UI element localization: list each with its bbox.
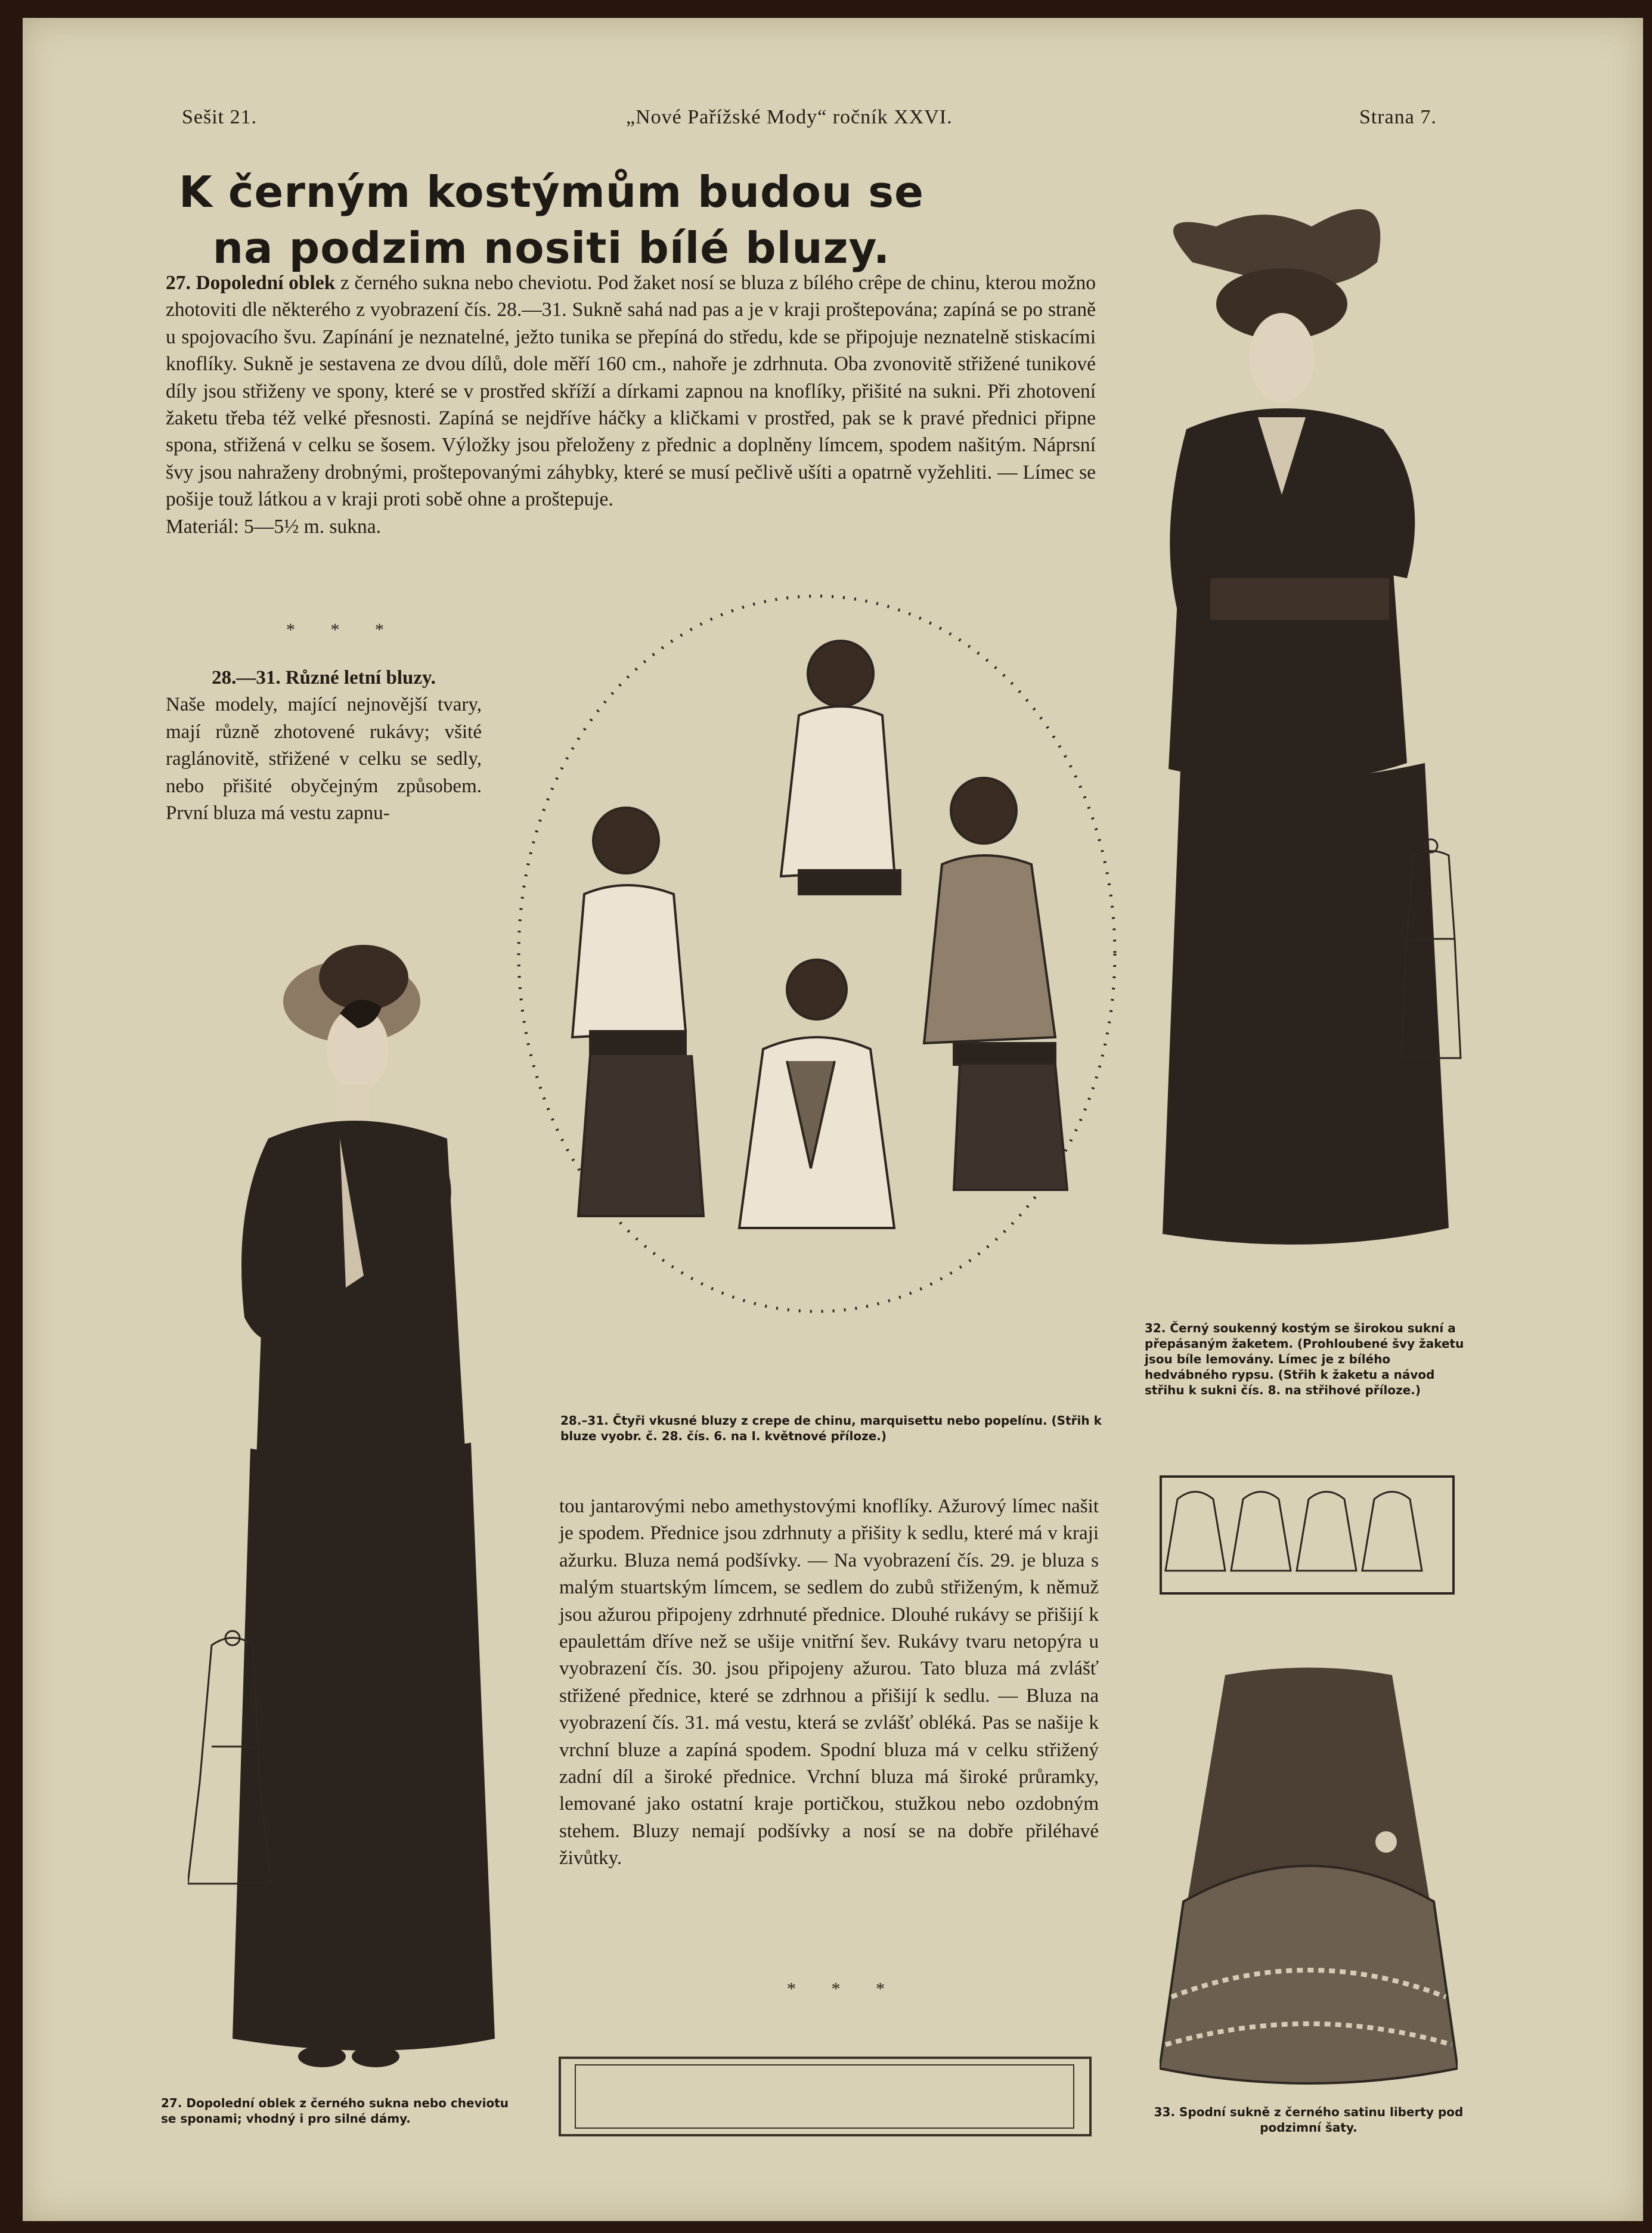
illustration-33-petticoat xyxy=(1160,1663,1458,2086)
illustration-28-31-blouses xyxy=(501,572,1133,1347)
caption-32: 32. Černý soukenný kostým se širokou sukní a přepásaným žaketem. (Prohloubené švy žaketu jsou bíle lemovány. Límec je z bílého hedvábného rypsu. (Střih k žaketu a návod střihu k sukni čís. 8. na střihové příloze.) xyxy=(1145,1321,1464,1397)
issue-number: Sešit 21. xyxy=(182,106,258,128)
article-28-31-text: Naše modely, mající nejnovější tvary, mají různě zhotovené rukávy; všité raglánovitě, střižené v celku se sedly, nebo přišité obyčejným způsobem. První bluza má vestu zapnu- xyxy=(166,694,482,824)
caption-27: 27. Dopolední oblek z černého sukna nebo cheviotu se sponami; vhodný i pro silné dámy. xyxy=(161,2096,509,2126)
article-27-text: z černého sukna nebo cheviotu. Pod žaket nosí se bluza z bílého crêpe de chinu, kterou možno zhotoviti dle některého z vyobrazení čís. 28.—31. Sukně sahá nad pas a je v kraji proštepována; zapíná se po straně u spojovacího švu. Zapínání je neznatelné, ježto tunika se přepíná do středu, kde se připojuje neznatelně stiskacími knoflíky. Sukně je sestavena ze dvou dílů, dole měří 160 cm., nahoře je zdrhnuta. Oba zvonovitě střižené tunikové díly jsou střiženy ve spony, které se v prostřed skříží a dírkami zapnou na knoflíky, přišité na sukni. Při zhotovení žaketu třeba též velké přesnosti. Zapíná se nejdříve háčky a kličkami v prostřed, pak se k pravé přednici připne spona, střižená v celku se šosem. Výložky jsou přeloženy z přednic a doplněny límcem, spodem našitým. Náprsní švy jsou nahraženy drobnými, proštepovanými záhybky, které se musí pečlivě ušíti a opatrně vyžehliti. — Límec se pošije touž látkou a v kraji proti sobě ohne a proštepuje. xyxy=(166,272,1096,511)
section-divider-stars: * * * xyxy=(286,620,399,640)
illustration-27-suit xyxy=(161,912,519,2104)
blouse-backs-sketch-box xyxy=(1160,1475,1455,1595)
article-28-31 xyxy=(166,665,482,827)
article-27-lead: Dopolední oblek xyxy=(196,272,336,294)
article-27-material: Materiál: 5—5½ m. sukna. xyxy=(166,515,381,538)
sketch-27-back xyxy=(188,1627,277,1896)
article-28-31-continuation: tou jantarovými nebo amethystovými knoflíky. Ažurový límec našit je spodem. Přednice jsou zdrhnuty a přišity k sedlu, které má v kraji ažurku. Bluza nemá podšívky. — Na vyobrazení čís. 29. je bluza s malým stuartským límcem, se sedlem do zubů střiženým, k němuž jsou ažurou připojeny zdrhnuté přednice. Dlouhé rukávy se přišijí k epaulettám dříve než se ušije vnitřní šev. Rukávy tvaru netopýra u vyobrazení čís. 30. jsou připojeny ažurou. Tato bluza má zvlášť střižené přednice, které se zdrhnou a přišijí k sedlu. — Bluza na vyobrazení čís. 31. má vestu, která se zvlášť obléká. Pas se našije k vrchní bluze a zapíná spodem. Spodní bluza má v celku střižený zadní díl a široké přednice. Vrchní bluza má široké průramky, lemované jako ostatní kraje portičkou, stužkou nebo ozdobným stehem. Bluzy nemají podšívky a nosí se na dobře přiléhavé živůtky. xyxy=(559,1496,1099,1869)
caption-28-31: 28.–31. Čtyři vkusné bluzy z crepe de chinu, marquisettu nebo popelínu. (Střih k bluze vyobr. č. 28. čís. 6. na I. květnové příloze.) xyxy=(560,1413,1102,1443)
running-title: „Nové Pařížské Mody“ ročník XXVI. xyxy=(626,106,953,128)
article-27-number: 27. xyxy=(166,272,191,294)
article-27 xyxy=(166,269,1096,540)
page-number: Strana 7. xyxy=(1359,106,1437,128)
article-28-31-heading: 28.—31. Různé letní bluzy. xyxy=(212,667,436,688)
ornamental-frame xyxy=(557,2055,1094,2139)
illustration-32-costume xyxy=(1121,191,1467,1288)
page-title: K černým kostýmům budou se na podzim nositi bílé bluzy. xyxy=(179,167,924,273)
end-stars: * * * xyxy=(787,1979,900,1999)
caption-33: 33. Spodní sukně z černého satinu liberty pod podzimní šaty. xyxy=(1154,2105,1464,2135)
sketch-32-back xyxy=(1398,838,1464,1064)
